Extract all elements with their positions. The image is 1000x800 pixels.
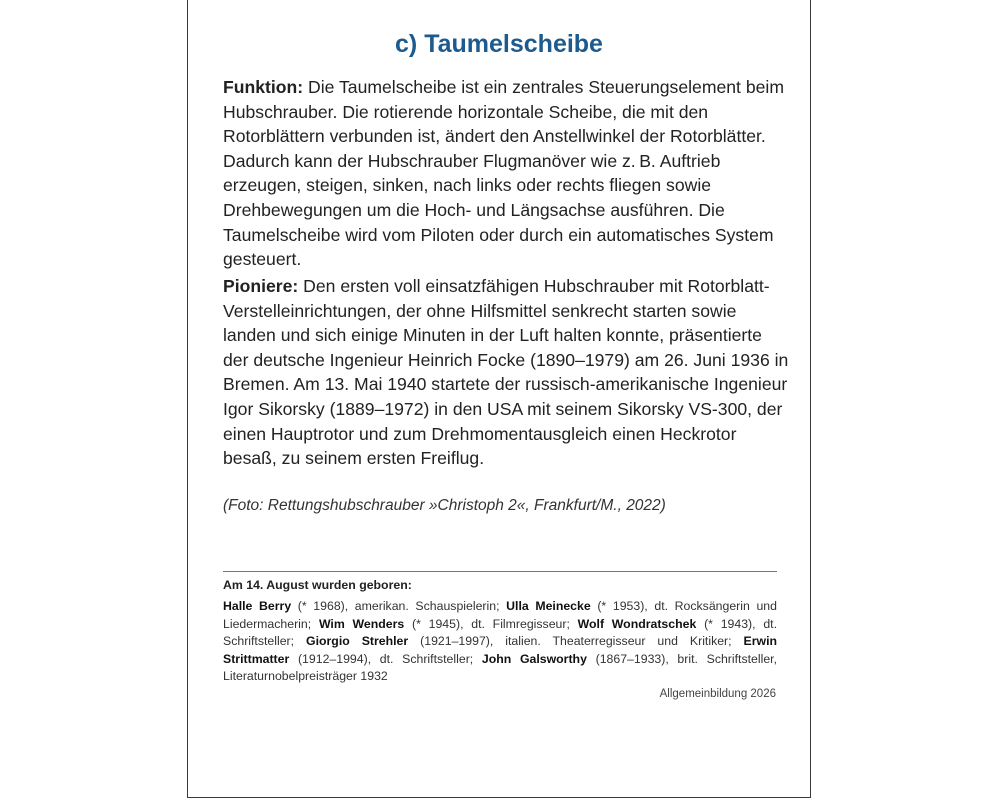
born-name: Halle Berry: [223, 599, 292, 613]
funktion-paragraph: [223, 75, 789, 272]
calendar-page: [187, 0, 811, 798]
photo-caption: (Foto: Rettungshubschrauber »Christoph 2«, Frankfurt/M., 2022): [223, 497, 666, 514]
born-name: Ulla Meinecke: [506, 599, 591, 613]
born-desc: (* 1945), dt. Filmregisseur;: [404, 616, 578, 631]
page-title: c) Taumelscheibe: [395, 30, 603, 58]
born-name: Erwin Strittmatter: [223, 634, 778, 666]
section-divider: [223, 571, 777, 572]
born-desc: (* 1943), dt. Schriftsteller;: [223, 616, 777, 649]
born-list: [223, 598, 777, 686]
pioniere-label: Pioniere:: [223, 276, 299, 296]
born-desc: (1921–1997), italien. Theaterregisseur und Kritiker;: [408, 634, 744, 649]
born-desc: (* 1953), dt. Rocksängerin und Liedermacherin;: [223, 599, 777, 631]
born-name: John Galsworthy: [481, 651, 587, 666]
born-name: Giorgio Strehler: [306, 634, 409, 649]
born-name: Wolf Wondratschek: [577, 616, 697, 631]
born-heading: Am 14. August wurden geboren:: [223, 578, 412, 592]
born-desc: (1912–1994), dt. Schriftsteller;: [289, 651, 482, 666]
pioniere-text: Den ersten voll einsatzfähigen Hubschrauber mit Rotorblatt-Verstelleinrichtungen, der ohne Hilfsmittel senkrecht starten sowie landen und sich einige Minuten in der Luft halten konnte, präsentierte der deutsche Ingenieur Heinrich Focke (1890–1979) am 26. Juni 1936 in Bremen. Am 13. Mai 1940 startete der russisch-amerikanische Ingenieur Igor Sikorsky (1889–1972) in den USA mit seinem Sikorsky VS-300, der einen Hauptrotor und zum Drehmomentausgleich einen Heckrotor besaß, zu seinem ersten Freiflug.: [223, 276, 789, 469]
born-desc: (1867–1933), brit. Schriftsteller, Literaturnobelpreisträger 1932: [223, 651, 778, 684]
born-name: Wim Wenders: [318, 616, 405, 631]
funktion-label: Funktion:: [223, 77, 304, 97]
footer-imprint: Allgemeinbildung 2026: [659, 688, 776, 700]
funktion-text: Die Taumelscheibe ist ein zentrales Steuerungselement beim Hubschrauber. Die rotierende horizontale Scheibe, die mit den Rotorblättern verbunden ist, ändert den Anstellwinkel der Rotorblätter. Dadurch kann der Hubschrauber Flugmanöver wie z. B. Auftrieb erzeugen, steigen, sinken, nach links oder rechts fliegen sowie Drehbewegungen um die Hoch- und Längsachse ausführen. Die Taumelscheibe wird vom Piloten oder durch ein automatisches System gesteuert.: [223, 77, 784, 270]
pioniere-paragraph: [223, 274, 789, 471]
born-desc: (* 1968), amerikan. Schauspielerin;: [291, 599, 507, 613]
